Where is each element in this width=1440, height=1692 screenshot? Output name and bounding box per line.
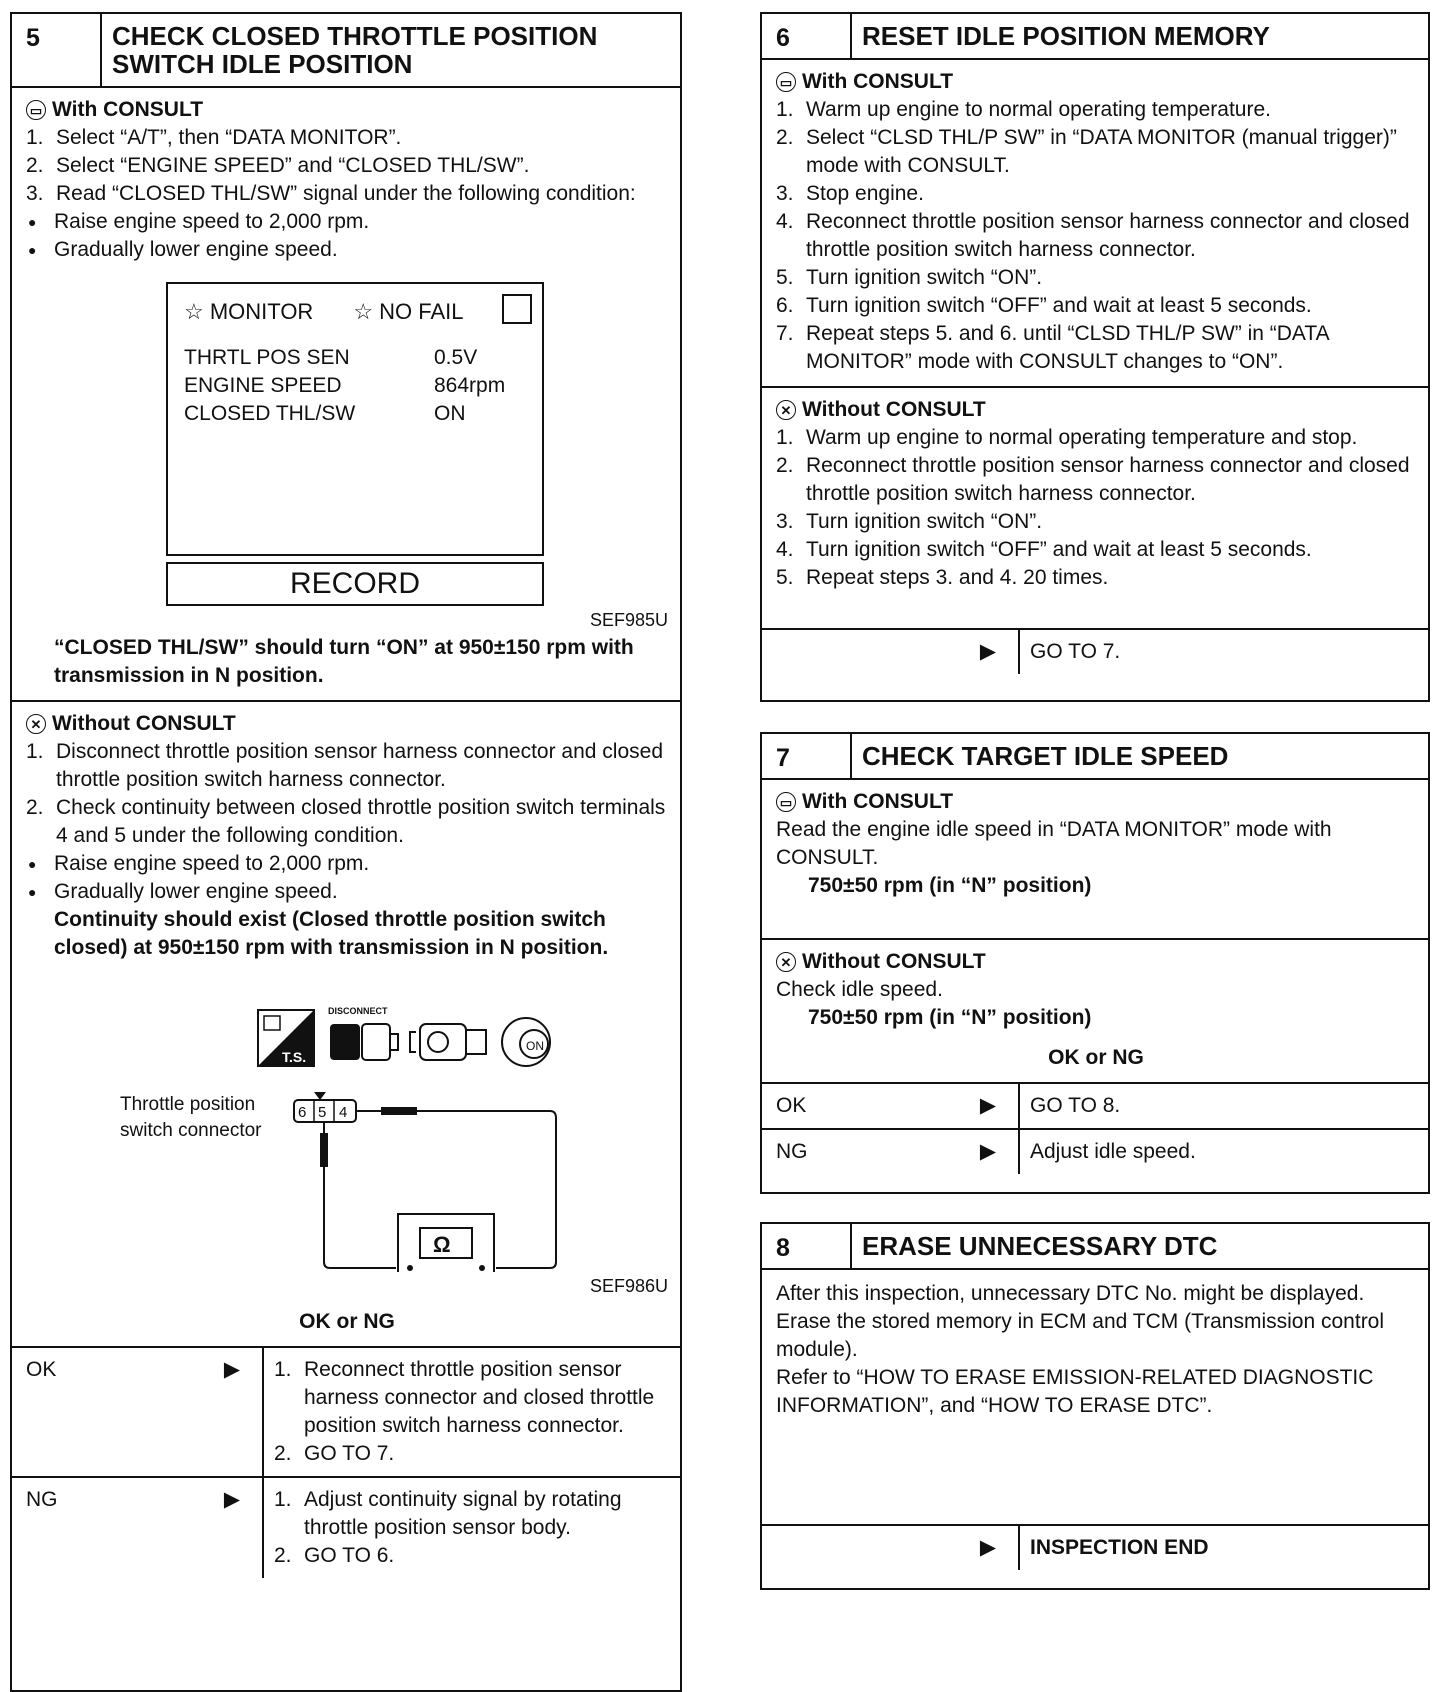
step-index: 1. [776,426,794,449]
record-button: RECORD [166,562,544,606]
paragraph: After this inspection, unnecessary DTC No. might be displayed. [776,1282,1365,1305]
result-action-cell [262,1478,680,1578]
step-index: 1. [776,98,794,121]
without-consult-section [762,386,1428,628]
result-label: OK [26,1358,57,1381]
monitor-row [184,372,526,400]
monitor-item-label: CLOSED THL/SW [184,402,356,425]
step-index: 3. [776,182,794,205]
result-row-ng [12,1476,680,1578]
bullet-item: ● Gradually lower engine speed. [26,236,668,264]
monitor-item-label: ENGINE SPEED [184,374,342,397]
step-index: 1. [274,1488,292,1511]
without-consult-heading: Without CONSULT [802,950,986,973]
result-action: GO TO 8. [1018,1084,1428,1128]
monitor-rows [184,344,526,428]
step-text: Turn ignition switch “OFF” and wait at least 5 seconds. [806,538,1312,561]
consult-monitor-screen [166,282,544,606]
step-index: 1. [26,740,44,763]
result-row-ng [762,1128,1428,1174]
step-index: 1. [274,1358,292,1381]
step-index: 5. [776,566,794,589]
step-text: Adjust continuity signal by rotating throttle position sensor body. [304,1488,622,1539]
list-item [776,508,1416,536]
figure-id: SEF985U [589,610,668,630]
without-consult-text: Check idle speed. [776,978,943,1001]
with-consult-heading-row [776,68,1416,96]
with-consult-text: Read the engine idle speed in “DATA MONITOR” mode with CONSULT. [776,818,1332,869]
step-number: 8 [762,1224,852,1268]
list-item [776,180,1416,208]
with-consult-heading: With CONSULT [802,790,954,813]
list-item [776,424,1416,452]
step-7-header [762,734,1428,780]
list-item [274,1486,670,1542]
list-item [776,264,1416,292]
result-label: NG [776,1140,808,1163]
consult-icon: ▭ [26,100,46,120]
pin-6: 6 [298,1104,307,1121]
engine-icon [410,1024,486,1060]
result-label-cell [762,1130,1018,1174]
list-item [26,124,668,152]
step-text: Select “A/T”, then “DATA MONITOR”. [56,126,402,149]
step-text: Turn ignition switch “ON”. [806,510,1043,533]
with-consult-section [762,780,1428,938]
result-label: OK [776,1094,807,1117]
result-label-cell [12,1348,262,1476]
list-item [26,152,668,180]
without-consult-steps [776,424,1416,592]
consult-icon: ▭ [776,792,796,812]
list-item [26,738,668,794]
list-item [776,564,1416,592]
step-text: Warm up engine to normal operating temperature. [806,98,1271,121]
ts-icon [258,1010,314,1066]
step-title: CHECK TARGET IDLE SPEED [862,741,1229,771]
without-consult-section [12,700,680,1346]
list-item [274,1356,670,1440]
step-index: 2. [776,126,794,149]
step-8-header [762,1224,1428,1270]
step-text: GO TO 7. [304,1442,395,1465]
on-label: ON [526,1039,544,1053]
consult-icon: ▭ [776,72,796,92]
without-consult-heading: Without CONSULT [802,398,986,421]
step-index: 1. [26,126,44,149]
connector-label: Throttle position switch connector [120,1094,262,1141]
list-item [776,536,1416,564]
without-consult-heading: Without CONSULT [52,712,236,735]
monitor-item-label: THRTL POS SEN [184,346,350,369]
step-number: 6 [762,14,852,58]
step-title: RESET IDLE POSITION MEMORY [862,21,1270,51]
step-text: Read “CLOSED THL/SW” signal under the following condition: [56,182,636,205]
step-7-box [760,732,1430,1194]
step-title: CHECK CLOSED THROTTLE POSITION SWITCH IDLE POSITION [112,21,598,79]
result-label-cell [762,1084,1018,1128]
without-consult-heading-row [776,948,1416,976]
arrow-right-icon: ▶ [223,1358,240,1381]
step-index: 5. [776,266,794,289]
with-consult-section [762,60,1428,386]
with-consult-heading-row [776,788,1416,816]
step-text: Stop engine. [806,182,924,205]
without-consult-heading-row [776,396,1416,424]
result-action-cell [262,1348,680,1476]
list-item [274,1542,670,1570]
without-consult-bullets [26,850,668,906]
step-index: 4. [776,538,794,561]
no-consult-icon: ✕ [776,400,796,420]
result-label-cell [762,630,1018,674]
continuity-check-diagram [26,962,668,1272]
step-text: Repeat steps 3. and 4. 20 times. [806,566,1109,589]
with-consult-steps [776,96,1416,376]
step-text: Repeat steps 5. and 6. until “CLSD THL/P SW” in “DATA MONITOR” mode with CONSULT changes to “ON”. [806,322,1329,373]
step-5-box [10,12,682,1692]
step-text: GO TO 6. [304,1544,395,1567]
result-row-ok [762,1082,1428,1128]
monitor-item-value: ON [434,402,466,425]
step-index: 2. [274,1442,292,1465]
with-consult-section [12,88,680,700]
ts-label: T.S. [282,1049,307,1065]
no-consult-icon: ✕ [776,952,796,972]
monitor-header [184,298,526,326]
result-actions [274,1486,670,1570]
list-item [776,96,1416,124]
step-6-box [760,12,1430,702]
step-number: 7 [762,734,852,778]
list-item [776,124,1416,180]
step-text: Select “CLSD THL/P SW” in “DATA MONITOR (manual trigger)” mode with CONSULT. [806,126,1397,177]
without-consult-heading-row [26,710,668,738]
result-label-cell [12,1478,262,1578]
next-step-row [762,628,1428,674]
bullet-item: ● Raise engine speed to 2,000 rpm. [26,850,668,878]
erase-dtc-section [762,1270,1428,1524]
step-8-box [760,1222,1430,1590]
without-consult-steps [26,738,668,850]
monitor-item-value: 864rpm [434,374,506,397]
consult-result-note: “CLOSED THL/SW” should turn “ON” at 950±150 rpm with transmission in N position. [54,636,634,687]
step-index: 2. [26,154,44,177]
monitor-label: ☆ MONITOR [184,299,314,324]
monitor-checkbox [502,294,532,324]
ok-ng-label: OK or NG [299,1310,395,1333]
step-index: 7. [776,322,794,345]
figure-id: SEF986U [589,1276,668,1296]
step-6-header [762,14,1428,60]
arrow-right-icon: ▶ [979,640,996,663]
step-index: 4. [776,210,794,233]
arrow-right-icon: ▶ [979,1094,996,1117]
pin-4: 4 [339,1104,348,1121]
list-item [776,208,1416,264]
step-text: Reconnect throttle position sensor harness connector and closed throttle position switch harness connector. [806,210,1410,261]
ohm-symbol: Ω [433,1232,451,1257]
paragraph: Erase the stored memory in ECM and TCM (Transmission control module). [776,1310,1385,1361]
step-index: 3. [776,510,794,533]
step-text: Disconnect throttle position sensor harness connector and closed throttle position switch harness connector. [56,740,664,791]
idle-speed-spec: 750±50 rpm (in “N” position) [808,874,1092,897]
next-step-action: INSPECTION END [1018,1526,1428,1570]
step-index: 2. [776,454,794,477]
paragraph: Refer to “HOW TO ERASE EMISSION-RELATED DIAGNOSTIC INFORMATION”, and “HOW TO ERASE DTC”. [776,1366,1374,1417]
next-step-action: GO TO 7. [1018,630,1428,674]
arrow-right-icon: ▶ [223,1488,240,1511]
with-consult-bullets [26,208,668,264]
bullet-item: ● Gradually lower engine speed. [26,878,668,906]
no-consult-icon: ✕ [26,714,46,734]
result-actions [274,1356,670,1468]
arrow-right-icon: ▶ [979,1536,996,1559]
with-consult-heading: With CONSULT [802,70,954,93]
continuity-note: Continuity should exist (Closed throttle position switch closed) at 950±150 rpm with transmission in N position. [54,908,609,959]
step-text: Warm up engine to normal operating temperature and stop. [806,426,1358,449]
list-item [776,292,1416,320]
monitor-display [166,282,544,556]
pin-5: 5 [318,1104,327,1121]
step-text: Reconnect throttle position sensor harness connector and closed throttle position switch harness connector. [806,454,1410,505]
list-item [776,320,1416,376]
with-consult-heading-row [26,96,668,124]
list-item [776,452,1416,508]
bullet-item: ● Raise engine speed to 2,000 rpm. [26,208,668,236]
no-fail-label: ☆ NO FAIL [353,299,464,324]
step-text: Turn ignition switch “OFF” and wait at least 5 seconds. [806,294,1312,317]
step-index: 2. [26,796,44,819]
next-step-row [762,1524,1428,1570]
step-index: 2. [274,1544,292,1567]
step-5-header [12,14,680,88]
with-consult-steps [26,124,668,208]
monitor-row [184,400,526,428]
without-consult-section [762,938,1428,1082]
list-item [274,1440,670,1468]
arrow-right-icon: ▶ [979,1140,996,1163]
step-number: 5 [12,14,102,86]
step-index: 6. [776,294,794,317]
result-label: NG [26,1488,58,1511]
step-text: Select “ENGINE SPEED” and “CLOSED THL/SW”. [56,154,530,177]
list-item [26,180,668,208]
throttle-switch-connector [294,1092,356,1122]
result-action: Adjust idle speed. [1018,1130,1428,1174]
list-item [26,794,668,850]
ok-ng-label: OK or NG [1048,1046,1144,1069]
monitor-row [184,344,526,372]
ignition-on-icon [502,1018,550,1066]
step-title: ERASE UNNECESSARY DTC [862,1231,1218,1261]
idle-speed-spec: 750±50 rpm (in “N” position) [808,1006,1092,1029]
result-label-cell [762,1526,1018,1570]
disconnect-label: DISCONNECT [328,1006,388,1016]
with-consult-heading: With CONSULT [52,98,204,121]
step-index: 3. [26,182,44,205]
step-text: Check continuity between closed throttle position switch terminals 4 and 5 under the following condition. [56,796,666,847]
monitor-item-value: 0.5V [434,346,478,369]
ohmmeter [398,1214,494,1272]
disconnect-icon [328,1006,398,1060]
step-text: Turn ignition switch “ON”. [806,266,1043,289]
step-text: Reconnect throttle position sensor harness connector and closed throttle position switch harness connector. [304,1358,655,1437]
result-row-ok [12,1346,680,1476]
